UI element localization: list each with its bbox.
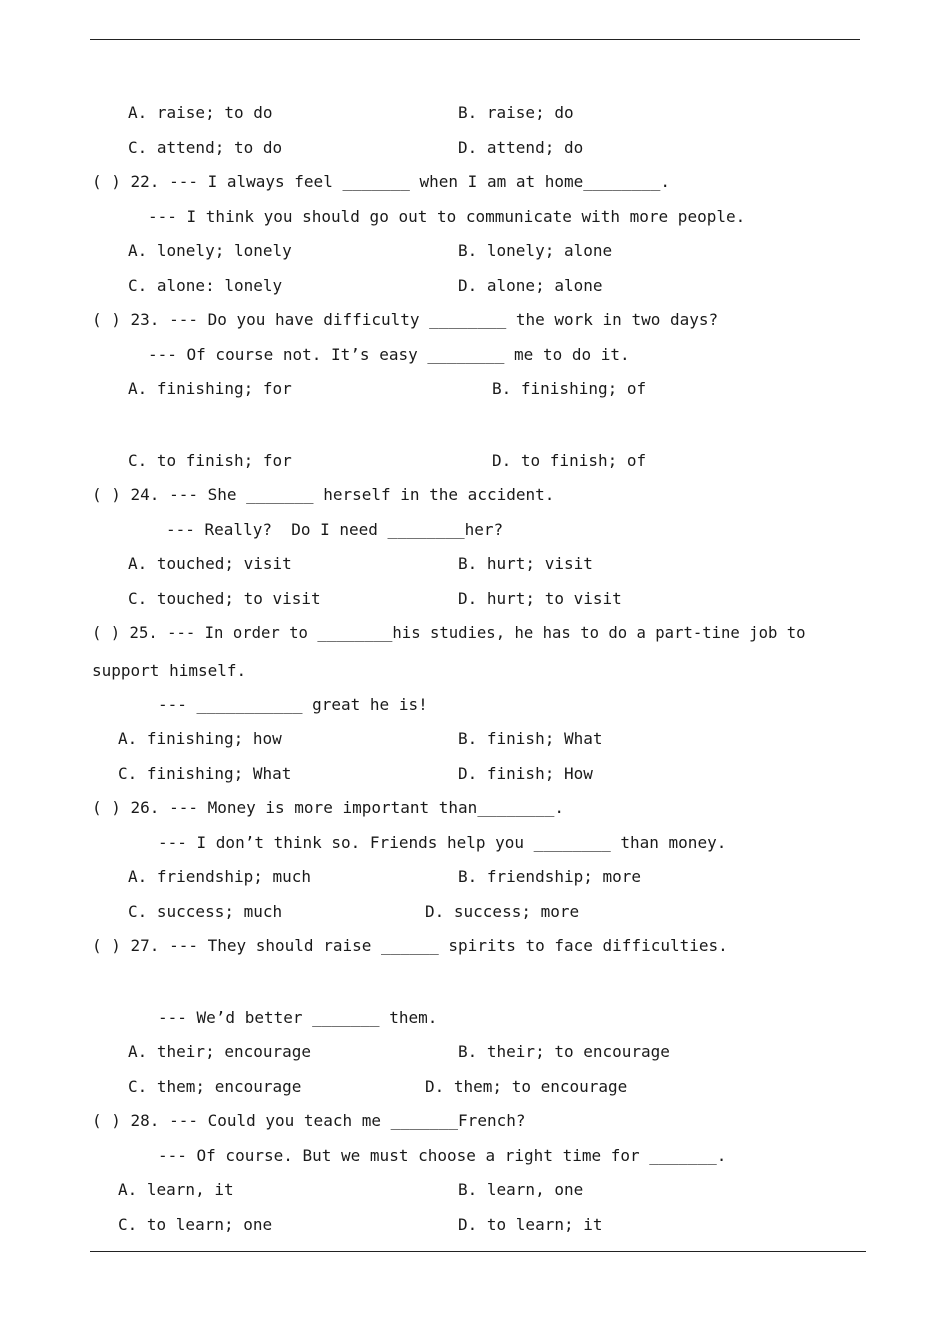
question-23-reply: --- Of course not. It’s easy ________ me to do it.	[148, 345, 630, 364]
option-d: D. attend; do	[458, 138, 584, 157]
option-d: D. success; more	[425, 902, 580, 921]
question-25: ( ) 25. --- In order to ________his studies, he has to do a part-tine job to	[92, 624, 806, 642]
question-27: ( ) 27. --- They should raise ______ spirits to face difficulties.	[92, 936, 728, 955]
option-c: C. to learn; one	[118, 1215, 273, 1234]
option-b: B. raise; do	[458, 103, 574, 122]
question-22-reply: --- I think you should go out to communicate with more people.	[148, 207, 746, 226]
question-22: ( ) 22. --- I always feel _______ when I am at home________.	[92, 172, 670, 191]
option-b: B. finish; What	[458, 729, 603, 748]
question-24: ( ) 24. --- She _______ herself in the accident.	[92, 485, 555, 504]
option-c: C. attend; to do	[128, 138, 283, 157]
option-d: D. them; to encourage	[425, 1077, 628, 1096]
option-b: B. learn, one	[458, 1180, 584, 1199]
option-b: B. their; to encourage	[458, 1042, 670, 1061]
option-a: A. lonely; lonely	[128, 241, 292, 260]
option-c: C. to finish; for	[128, 451, 292, 470]
option-a: A. touched; visit	[128, 554, 292, 573]
option-b: B. hurt; visit	[458, 554, 593, 573]
question-27-reply: --- We’d better _______ them.	[158, 1008, 438, 1027]
option-b: B. friendship; more	[458, 867, 642, 886]
option-c: C. alone: lonely	[128, 276, 283, 295]
option-a: A. finishing; for	[128, 379, 292, 398]
option-c: C. finishing; What	[118, 764, 292, 783]
question-26: ( ) 26. --- Money is more important than________.	[92, 798, 565, 817]
option-a: A. learn, it	[118, 1180, 234, 1199]
question-25-continued: support himself.	[92, 661, 247, 680]
option-a: A. their; encourage	[128, 1042, 312, 1061]
footer-rule	[90, 1251, 866, 1252]
option-d: D. finish; How	[458, 764, 593, 783]
option-a: A. finishing; how	[118, 729, 282, 748]
option-d: D. to finish; of	[492, 451, 647, 470]
option-d: D. hurt; to visit	[458, 589, 622, 608]
question-26-reply: --- I don’t think so. Friends help you ________ than money.	[158, 833, 727, 852]
option-d: D. alone; alone	[458, 276, 603, 295]
header-rule	[90, 39, 860, 40]
option-d: D. to learn; it	[458, 1215, 603, 1234]
question-28: ( ) 28. --- Could you teach me _______French?	[92, 1111, 526, 1130]
question-24-reply: --- Really? Do I need ________her?	[166, 520, 504, 539]
option-a: A. raise; to do	[128, 103, 273, 122]
option-c: C. touched; to visit	[128, 589, 321, 608]
question-23: ( ) 23. --- Do you have difficulty ________ the work in two days?	[92, 310, 719, 329]
question-25-reply: --- ___________ great he is!	[158, 695, 428, 714]
option-c: C. success; much	[128, 902, 283, 921]
option-c: C. them; encourage	[128, 1077, 302, 1096]
question-28-reply: --- Of course. But we must choose a right time for _______.	[158, 1146, 727, 1165]
option-b: B. lonely; alone	[458, 241, 613, 260]
option-b: B. finishing; of	[492, 379, 647, 398]
option-a: A. friendship; much	[128, 867, 312, 886]
